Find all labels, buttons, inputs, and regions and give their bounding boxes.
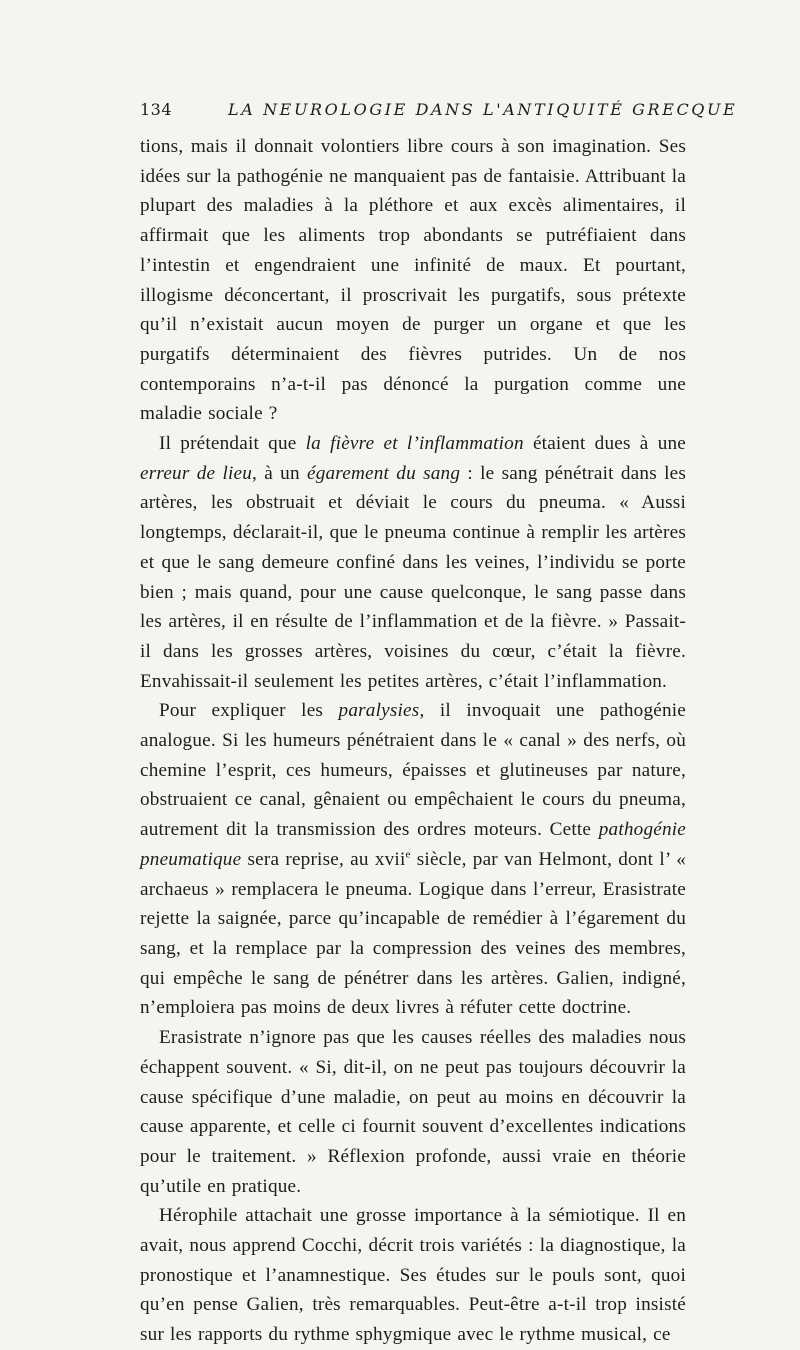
text-run: sera reprise, au: [241, 848, 375, 870]
page-header: [140, 100, 738, 122]
italic-term: égarement du sang: [306, 462, 461, 484]
paragraph: [140, 132, 686, 429]
text-run: Il prétendait que: [159, 433, 306, 455]
paragraph: [140, 696, 686, 1023]
text-run: tions, mais il donnait volontiers libre cours à son imagination. Ses idées sur la pathogénie ne manquaient pas de fantaisie. Attribuant la plupart des maladies à la pléthore et aux excès alimentaires, il affirmait que les aliments trop abondants se putréfiaient dans l’intestin et engendraient une infinité de maux. Et pourtant, illogisme déconcertant, il proscrivait les purgatifs, sous prétexte qu’il n’existait aucun moyen de purger un organe et que les purgatifs déterminaient des fièvres putrides. Un de nos contemporains n’a-t-il pas dénoncé la purgation comme une maladie sociale ?: [140, 136, 686, 425]
text-run: , il invoquait une pathogénie analogue. Si les humeurs pénétraient dans le « canal » des nerfs, où chemine l’esprit, ces humeurs, épaisses et glutineuses par nature, obstruaient ce canal, gênaient ou empêchaient le cours du pneuma, autrement dit la transmission des ordres moteurs. Cette: [140, 700, 687, 841]
body-text: [140, 132, 686, 1350]
italic-term: paralysies: [338, 700, 420, 722]
text-run: étaient dues à une: [523, 433, 686, 455]
text-run: Erasistrate n’ignore pas que les causes réelles des maladies nous échappent souvent. « Si, dit-il, on ne peut pas toujours découvrir la cause spécifique d’une maladie, on peut au moins en découvrir la cause apparente, et celle ci fournit souvent d’excellentes indications pour le traitement. » Réflexion profonde, aussi vraie en théorie qu’utile en pratique.: [140, 1027, 686, 1197]
page-number: 134: [140, 100, 173, 119]
paragraph: [140, 1023, 686, 1201]
text-run: : le sang pénétrait dans les artères, les obstruait et déviait le cours du pneuma. « Aussi longtemps, déclarait-il, que le pneuma continue à remplir les artères et que le sang demeure confiné dans les veines, l’individu se porte bien ; mais quand, pour une cause quelconque, le sang passe dans les artères, il en résulte de l’inflammation et de la fièvre. » Passait-il dans les grosses artères, voisines du cœur, c’était la fièvre. Envahissait-il seulement les petites artères, c’était l’inflammation.: [140, 462, 686, 692]
text-run: , à un: [252, 462, 307, 484]
italic-term: pathogénie pneumatique: [140, 819, 686, 870]
italic-term: erreur de lieu: [140, 462, 253, 484]
running-title: LA NEUROLOGIE DANS L'ANTIQUITÉ GRECQUE: [228, 100, 738, 119]
paragraph: [140, 429, 686, 696]
italic-term: la fièvre et l’inflammation: [305, 433, 524, 455]
century-superscript: e: [405, 848, 411, 861]
text-run: siècle, par van Helmont, dont l’ « archaeus » remplacera le pneuma. Logique dans l’erreur, Erasistrate rejette la saignée, parce qu’incapable de remédier à l’égarement du sang, et la remplace par la compression des veines des membres, qui empêche le sang de pénétrer dans les artères. Galien, indigné, n’emploiera pas moins de deux livres à réfuter cette doctrine.: [140, 848, 687, 1019]
century-numeral: xvii: [374, 848, 406, 870]
paragraph: [140, 1201, 686, 1350]
text-run: Pour expliquer les: [159, 700, 339, 722]
text-run: Hérophile attachait une grosse importance à la sémiotique. Il en avait, nous apprend Cocchi, décrit trois variétés : la diagnostique, la pronostique et l’anamnestique. Ses études sur le pouls sont, quoi qu’en pense Galien, très remarquables. Peut-être a-t-il trop insisté sur les rapports du rythme sphygmique avec le rythme musical, ce: [140, 1205, 686, 1346]
